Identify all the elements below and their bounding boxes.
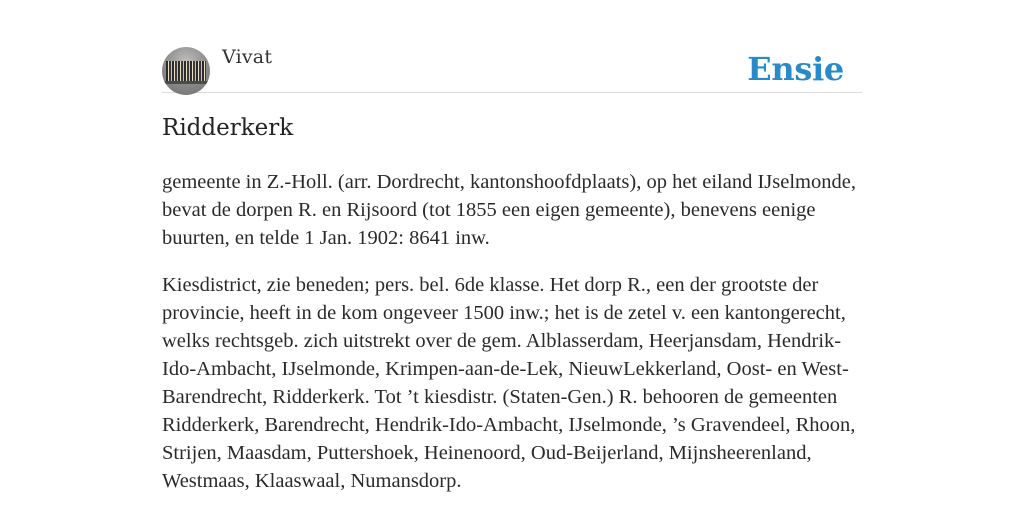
author-name[interactable]: Vivat [222,46,273,68]
header [162,0,862,93]
article-paragraph: Kiesdistrict, zie beneden; pers. bel. 6de klasse. Het dorp R., een der grootste der provincie, heeft in de kom ongeveer 1500 inw.; het is de zetel v. een kantongerecht, welks rechtsgeb. zich uitstrekt over de gem. Alblasserdam, Heerjansdam, Hendrik-Ido-Ambacht, IJselmonde, Krimpen-aan-de-Lek, NieuwLekkerland, Oost- en West-Barendrecht, Ridderkerk. Tot ’t kiesdistr. (Staten-Gen.) R. behooren de gemeenten Ridderkerk, Barendrecht, Hendrik-Ido-Ambacht, IJselmonde, ’s Gravendeel, Rhoon, Strijen, Maasdam, Puttershoek, Heinenoord, Oud-Beijerland, Mijnsheerenland, Westmaas, Klaaswaal, Numansdorp. [162,274,856,492]
site-logo[interactable]: Ensie [747,50,844,88]
page [162,0,862,492]
article-body [162,168,862,512]
shelf-line [162,81,210,84]
article-paragraph: gemeente in Z.-Holl. (arr. Dordrecht, kantonshoofdplaats), op het eiland IJselmonde, bevat de dorpen R. en Rijsoord (tot 1855 een eigen gemeente), benevens eenige buurten, en telde 1 Jan. 1902: 8641 inw. [162,171,856,249]
author-avatar[interactable] [162,47,210,95]
article-title: Ridderkerk [162,115,294,141]
bookshelf-avatar-icon [166,61,206,81]
